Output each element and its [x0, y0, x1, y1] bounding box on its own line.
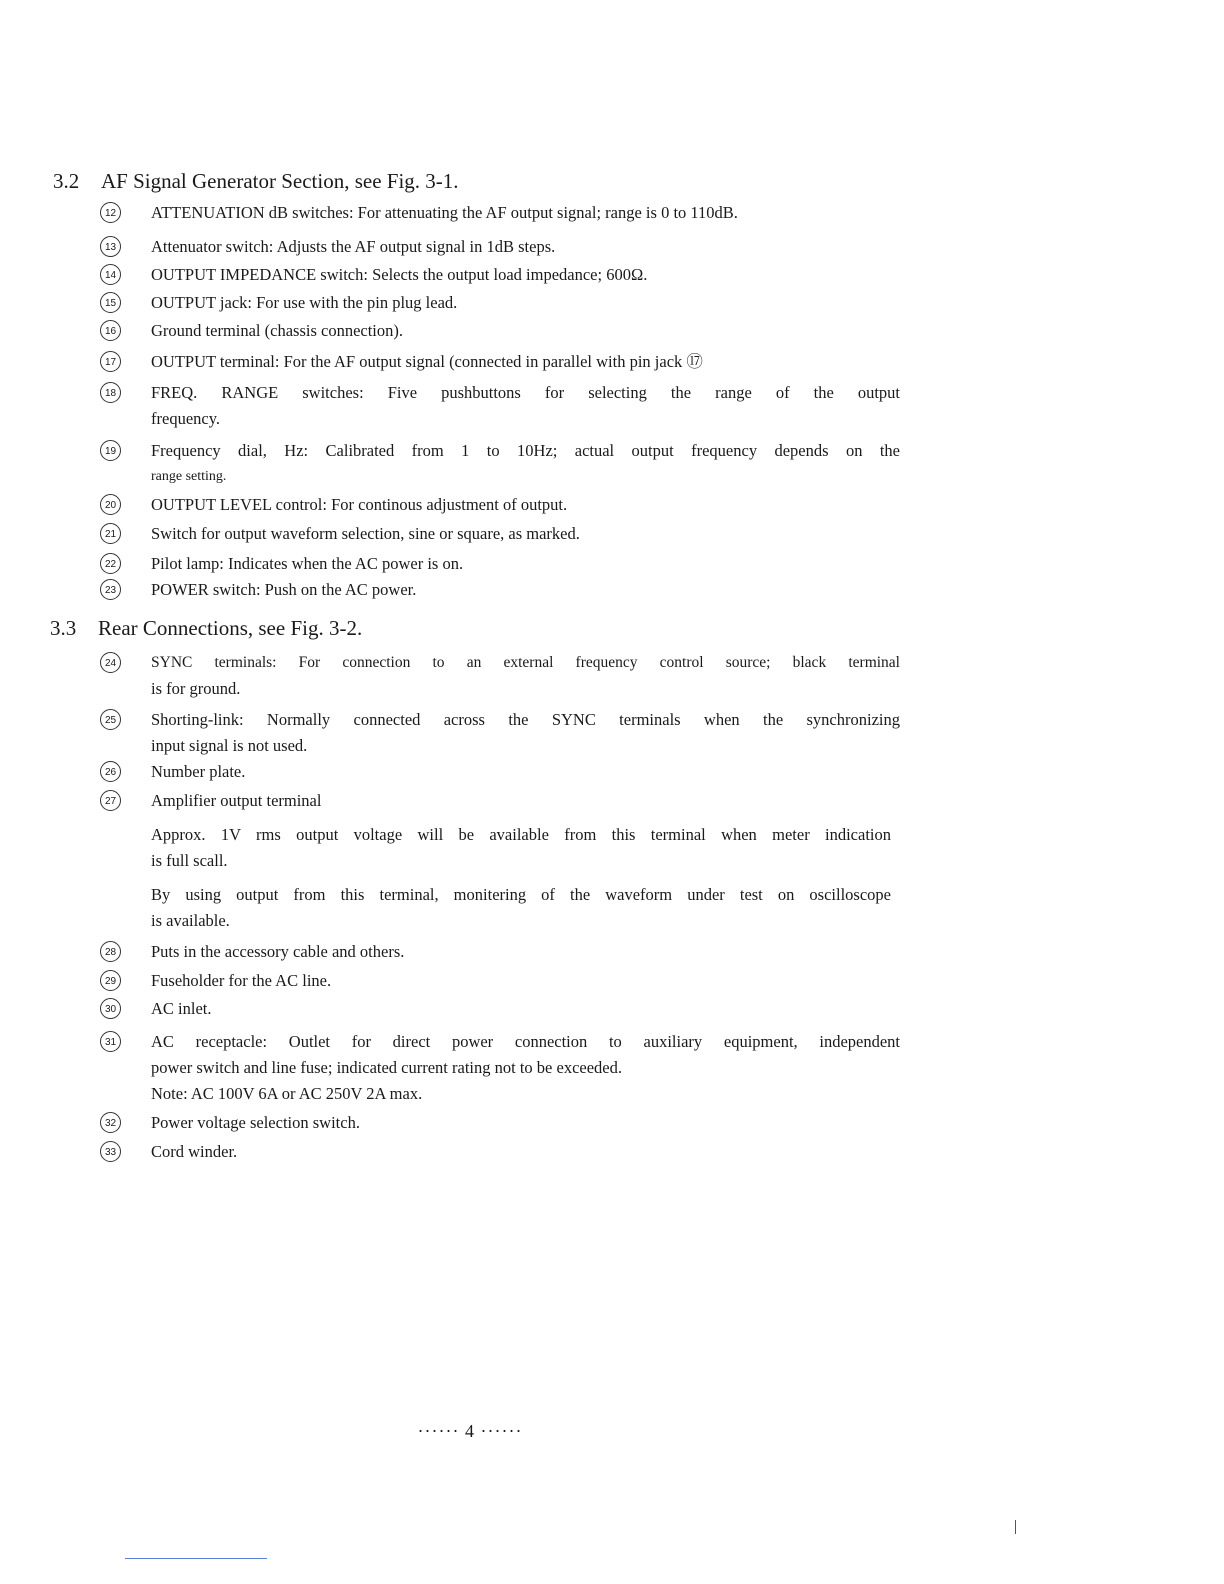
item-text-line: Note: AC 100V 6A or AC 250V 2A max.: [151, 1084, 423, 1103]
item-number-marker: 29: [100, 970, 121, 991]
section-heading-3-3: [50, 615, 362, 641]
item-number-marker: 22: [100, 553, 121, 574]
section-title: Rear Connections, see Fig. 3-2.: [98, 616, 363, 640]
item-text: ATTENUATION dB switches: For attenuating the AF output signal; range is 0 to 110dB.: [151, 203, 738, 222]
list-item-21: [100, 521, 900, 547]
section-title: AF Signal Generator Section, see Fig. 3-1.: [101, 169, 459, 193]
list-item-23: [100, 577, 900, 603]
item-text-line: power switch and line fuse; indicated current rating not to be exceeded.: [151, 1058, 622, 1077]
item-text: Puts in the accessory cable and others.: [151, 942, 405, 961]
item-number-marker: 18: [100, 382, 121, 403]
item-number-marker: 14: [100, 264, 121, 285]
list-item-15: [100, 290, 900, 316]
item-text: Fuseholder for the AC line.: [151, 971, 332, 990]
item-text-line: Shorting-link: Normally connected across the SYNC terminals when the synchronizing: [151, 710, 900, 729]
scan-mark: [1015, 1520, 1016, 1534]
list-item-25: [100, 707, 900, 759]
list-item-26: [100, 759, 900, 785]
item-number-marker: 33: [100, 1141, 121, 1162]
item-text-line: range setting.: [151, 469, 227, 484]
item-number-marker: 16: [100, 320, 121, 341]
list-item-20: [100, 492, 900, 518]
item-text: OUTPUT terminal: For the AF output signal (connected in parallel with pin jack ⑰: [151, 352, 703, 371]
item-text: Attenuator switch: Adjusts the AF output signal in 1dB steps.: [151, 237, 556, 256]
list-item-14: [100, 262, 900, 288]
list-item-33: [100, 1139, 900, 1165]
item-text: Cord winder.: [151, 1142, 238, 1161]
item-text: Power voltage selection switch.: [151, 1113, 360, 1132]
item-text-line: Frequency dial, Hz: Calibrated from 1 to 10Hz; actual output frequency depends on the: [151, 441, 900, 460]
section-number: 3.2: [53, 169, 80, 193]
item-text: Number plate.: [151, 762, 246, 781]
item-text: OUTPUT LEVEL control: For continous adjustment of output.: [151, 495, 568, 514]
list-item-28: [100, 939, 900, 965]
item-text: OUTPUT jack: For use with the pin plug lead.: [151, 293, 458, 312]
item-text-line: FREQ. RANGE switches: Five pushbuttons for selecting the range of the output: [151, 383, 900, 402]
item-number-marker: 31: [100, 1031, 121, 1052]
paragraph-line: Approx. 1V rms output voltage will be available from this terminal when meter indication: [151, 825, 891, 844]
item-number-marker: 17: [100, 351, 121, 372]
item-number-marker: 30: [100, 998, 121, 1019]
list-item-19: [100, 438, 900, 490]
item-number-marker: 21: [100, 523, 121, 544]
list-item-22: [100, 551, 900, 577]
item-number-marker: 27: [100, 790, 121, 811]
list-item-27: [100, 788, 900, 814]
item-number-marker: 12: [100, 202, 121, 223]
paragraph-line: By using output from this terminal, monitering of the waveform under test on oscilloscope: [151, 885, 891, 904]
list-item-17: [100, 349, 900, 375]
item-number-marker: 28: [100, 941, 121, 962]
item-text: Switch for output waveform selection, sine or square, as marked.: [151, 524, 580, 543]
item-number-marker: 25: [100, 709, 121, 730]
footer-rule: [125, 1558, 267, 1559]
item-text: Amplifier output terminal: [151, 791, 322, 810]
item-number-marker: 13: [100, 236, 121, 257]
item-number-marker: 26: [100, 761, 121, 782]
section-number: 3.3: [50, 616, 77, 640]
list-item-16: [100, 318, 900, 344]
item-text: AC inlet.: [151, 999, 212, 1018]
item-number-marker: 20: [100, 494, 121, 515]
paragraph-line: is full scall.: [151, 851, 228, 870]
item-text: Ground terminal (chassis connection).: [151, 321, 404, 340]
list-item-30: [100, 996, 900, 1022]
list-item-32: [100, 1110, 900, 1136]
item-text-line: frequency.: [151, 409, 221, 428]
item-number-marker: 15: [100, 292, 121, 313]
paragraph: [151, 882, 891, 934]
item-text: OUTPUT IMPEDANCE switch: Selects the output load impedance; 600Ω.: [151, 265, 648, 284]
page-number: ······ 4 ······: [417, 1421, 523, 1441]
paragraph: [151, 822, 891, 874]
item-text: POWER switch: Push on the AC power.: [151, 580, 417, 599]
item-text: Pilot lamp: Indicates when the AC power is on.: [151, 554, 464, 573]
item-number-marker: 23: [100, 579, 121, 600]
item-number-marker: 19: [100, 440, 121, 461]
list-item-12: [100, 200, 900, 226]
list-item-31: [100, 1029, 900, 1107]
item-text-line: input signal is not used.: [151, 736, 308, 755]
list-item-29: [100, 968, 900, 994]
paragraph-line: is available.: [151, 911, 230, 930]
item-number-marker: 32: [100, 1112, 121, 1133]
list-item-24: [100, 650, 900, 702]
item-number-marker: 24: [100, 652, 121, 673]
list-item-18: [100, 380, 900, 432]
item-text-line: SYNC terminals: For connection to an external frequency control source; black terminal: [151, 654, 900, 671]
item-text-line: is for ground.: [151, 679, 241, 698]
item-text-line: AC receptacle: Outlet for direct power connection to auxiliary equipment, independent: [151, 1032, 900, 1051]
list-item-13: [100, 234, 900, 260]
section-heading-3-2: [53, 168, 459, 194]
